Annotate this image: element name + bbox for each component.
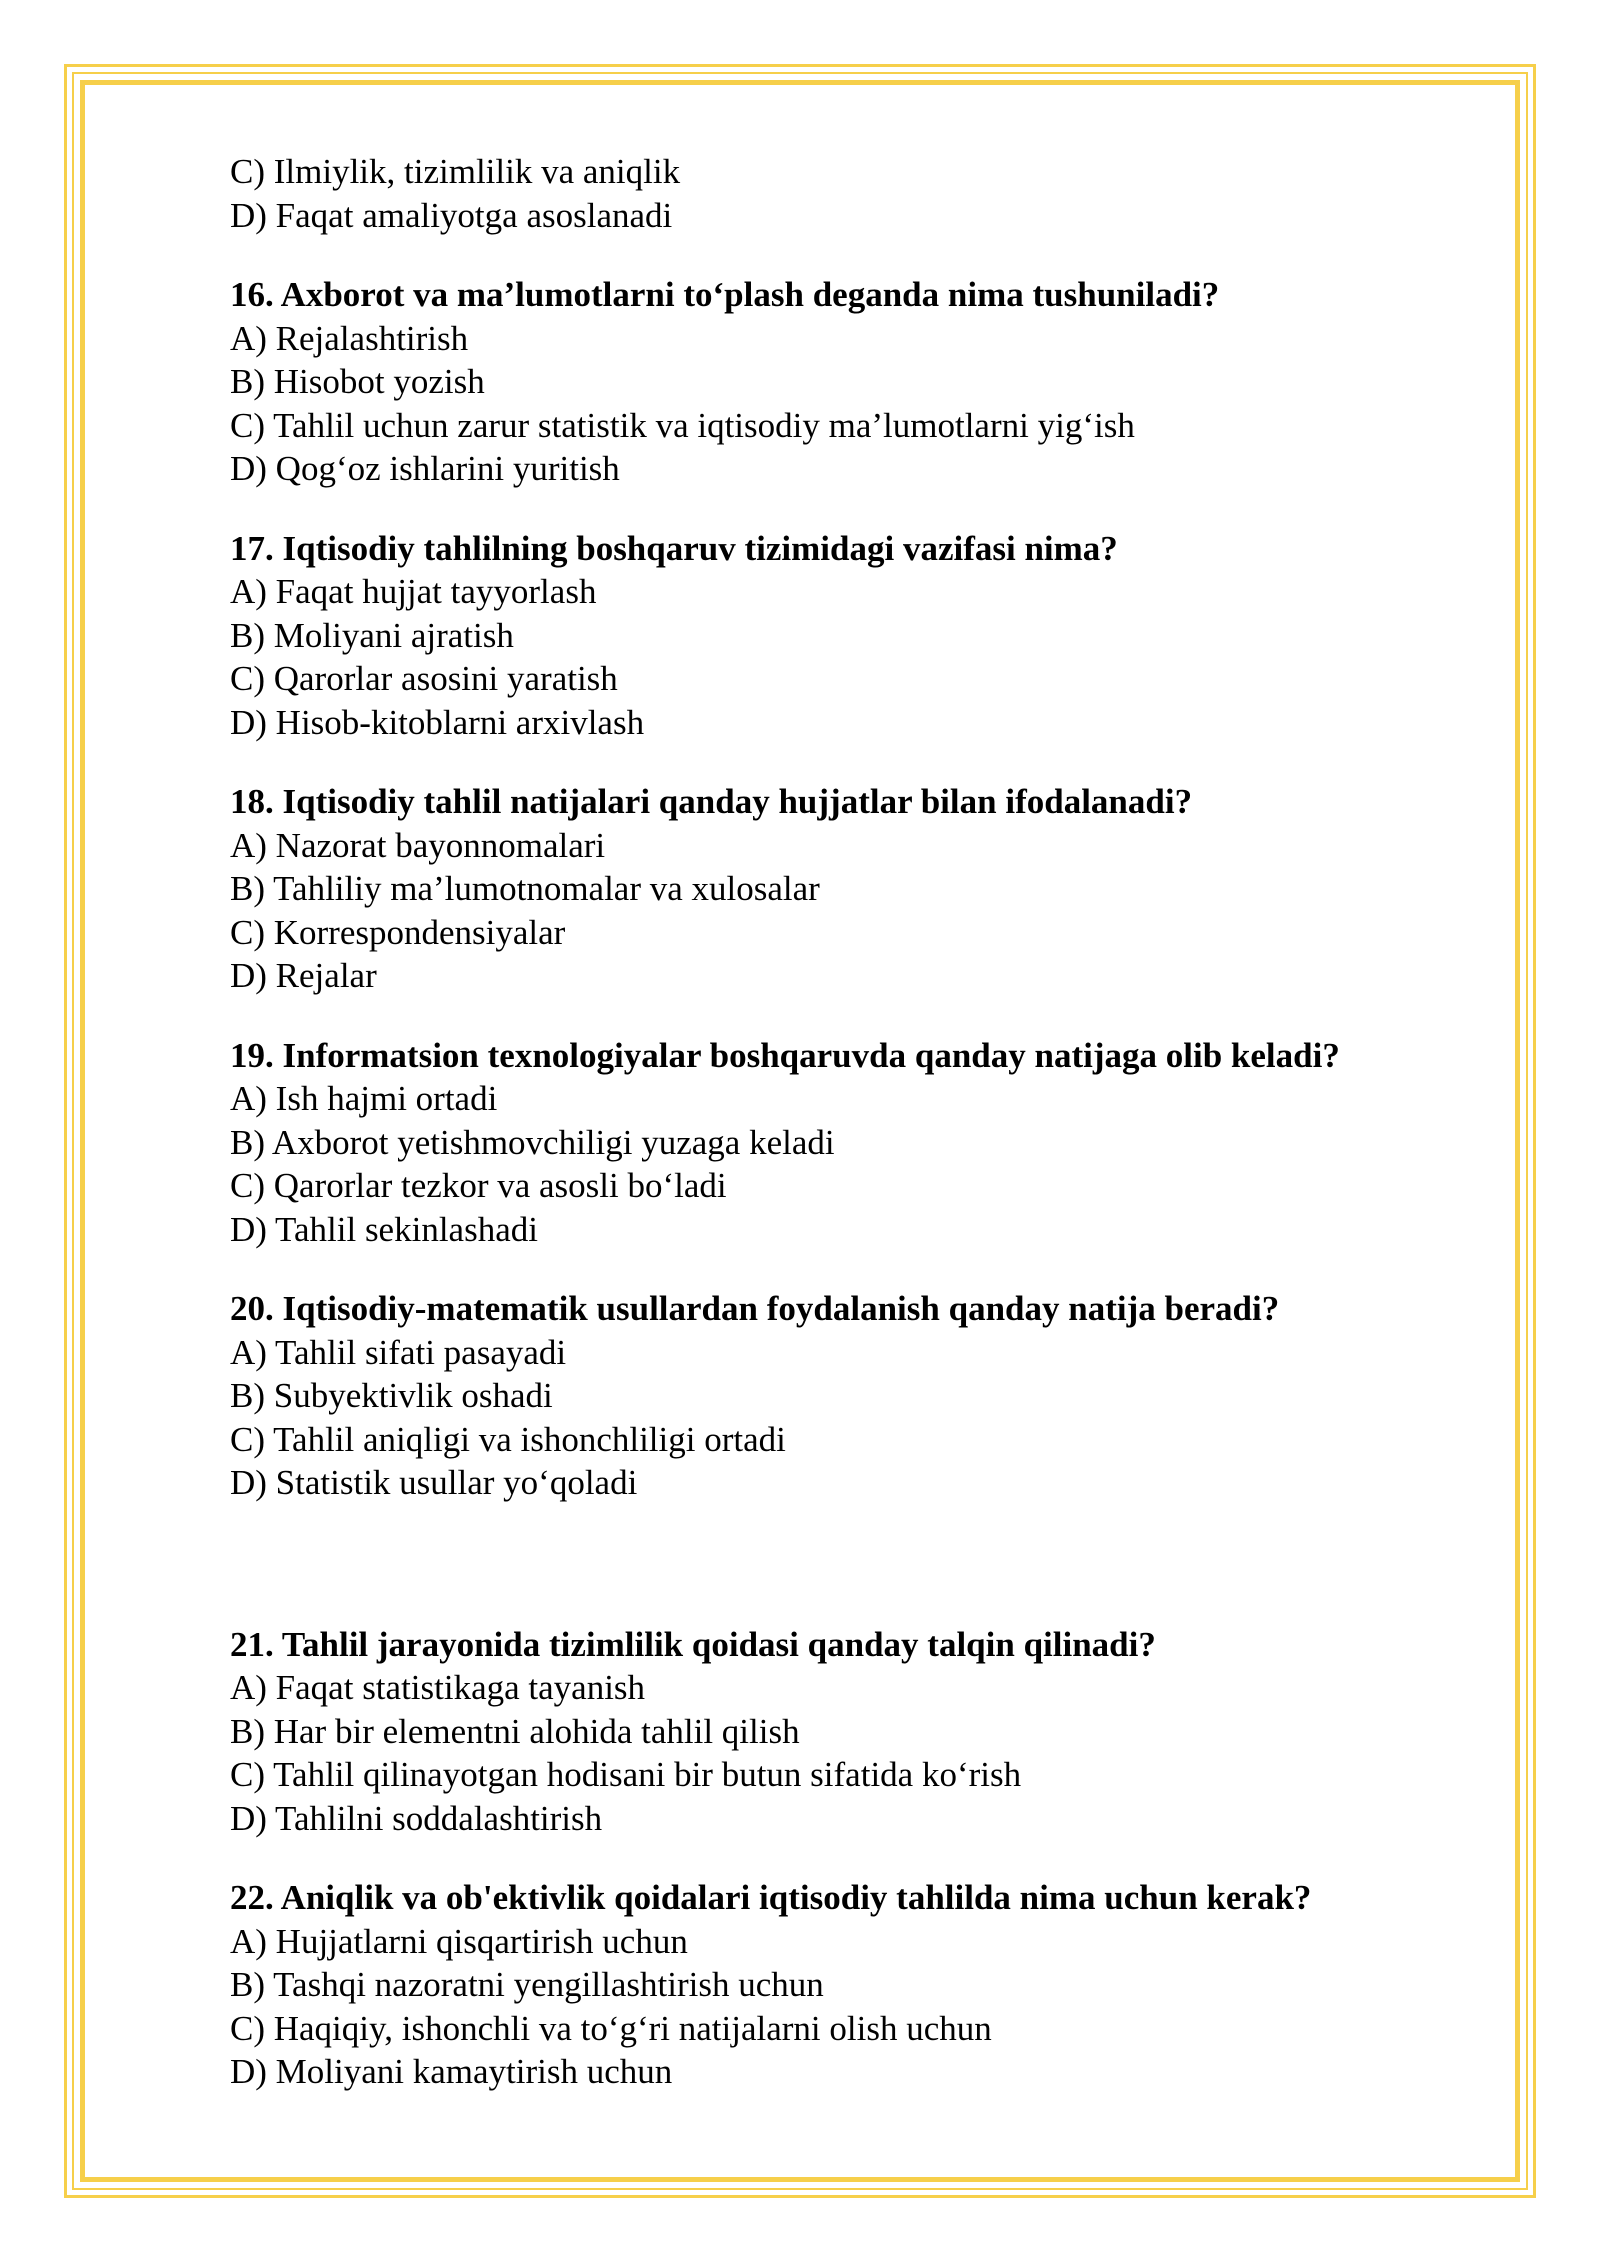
option-a: A) Nazorat bayonnomalari [230,825,606,865]
option-c: C) Tahlil uchun zarur statistik va iqtisodiy ma’lumotlarni yig‘ish [230,405,1135,445]
option-a: A) Tahlil sifati pasayadi [230,1332,567,1372]
option-c: C) Tahlil aniqligi va ishonchliligi ortadi [230,1419,786,1459]
option-d: D) Qog‘oz ishlarini yuritish [230,449,620,488]
question-20 [230,1287,1450,1505]
option-b: B) Subyektivlik oshadi [230,1376,553,1415]
question-title: 22. Aniqlik va ob'ektivlik qoidalari iqtisodiy tahlilda nima uchun kerak? [230,1878,1312,1917]
option-b: B) Har bir elementni alohida tahlil qilish [230,1711,800,1751]
question-title: 20. Iqtisodiy-matematik usullardan foydalanish qanday natija beradi? [230,1289,1280,1328]
option-d: D) Statistik usullar yo‘qoladi [230,1463,638,1502]
question-19 [230,1034,1450,1252]
option-c: C) Qarorlar tezkor va asosli bo‘ladi [230,1166,727,1205]
question-18 [230,780,1450,998]
option-d: D) Faqat amaliyotga asoslanadi [230,195,673,235]
option-a: A) Faqat statistikaga tayanish [230,1668,646,1707]
option-d: D) Rejalar [230,956,377,995]
option-d: D) Tahlil sekinlashadi [230,1209,538,1249]
question-title: 18. Iqtisodiy tahlil natijalari qanday hujjatlar bilan ifodalanadi? [230,782,1193,821]
option-d: D) Tahlilni soddalashtirish [230,1798,603,1838]
option-a: A) Hujjatlarni qisqartirish uchun [230,1921,688,1961]
option-c: C) Ilmiylik, tizimlilik va aniqlik [230,152,681,191]
question-title: 19. Informatsion texnologiyalar boshqaruvda qanday natijaga olib keladi? [230,1035,1340,1075]
option-c: C) Haqiqiy, ishonchli va to‘g‘ri natijalarni olish uchun [230,2008,992,2048]
option-a: A) Rejalashtirish [230,318,469,358]
option-a: A) Faqat hujjat tayyorlash [230,572,597,611]
question-16 [230,273,1450,491]
question-title: 17. Iqtisodiy tahlilning boshqaruv tizimidagi vazifasi nima? [230,528,1118,568]
option-a: A) Ish hajmi ortadi [230,1079,498,1118]
question-title: 21. Tahlil jarayonida tizimlilik qoidasi qanday talqin qilinadi? [230,1624,1156,1664]
quiz-content [230,150,1450,2130]
option-b: B) Moliyani ajratish [230,615,514,655]
option-b: B) Tashqi nazoratni yengillashtirish uchun [230,1965,824,2004]
option-b: B) Tahliliy ma’lumotnomalar va xulosalar [230,869,820,908]
question-17 [230,527,1450,745]
option-b: B) Axborot yetishmovchiligi yuzaga keladi [230,1122,835,1162]
continued-question [230,150,1450,237]
question-title: 16. Axborot va ma’lumotlarni to‘plash deganda nima tushuniladi? [230,275,1220,314]
option-c: C) Korrespondensiyalar [230,912,566,952]
option-d: D) Moliyani kamaytirish uchun [230,2052,673,2091]
blank-spacer [230,1541,1450,1623]
option-d: D) Hisob-kitoblarni arxivlash [230,702,645,742]
option-c: C) Tahlil qilinayotgan hodisani bir butun sifatida ko‘rish [230,1755,1022,1794]
option-c: C) Qarorlar asosini yaratish [230,659,618,698]
question-21 [230,1623,1450,1841]
question-22 [230,1876,1450,2094]
option-b: B) Hisobot yozish [230,362,485,401]
